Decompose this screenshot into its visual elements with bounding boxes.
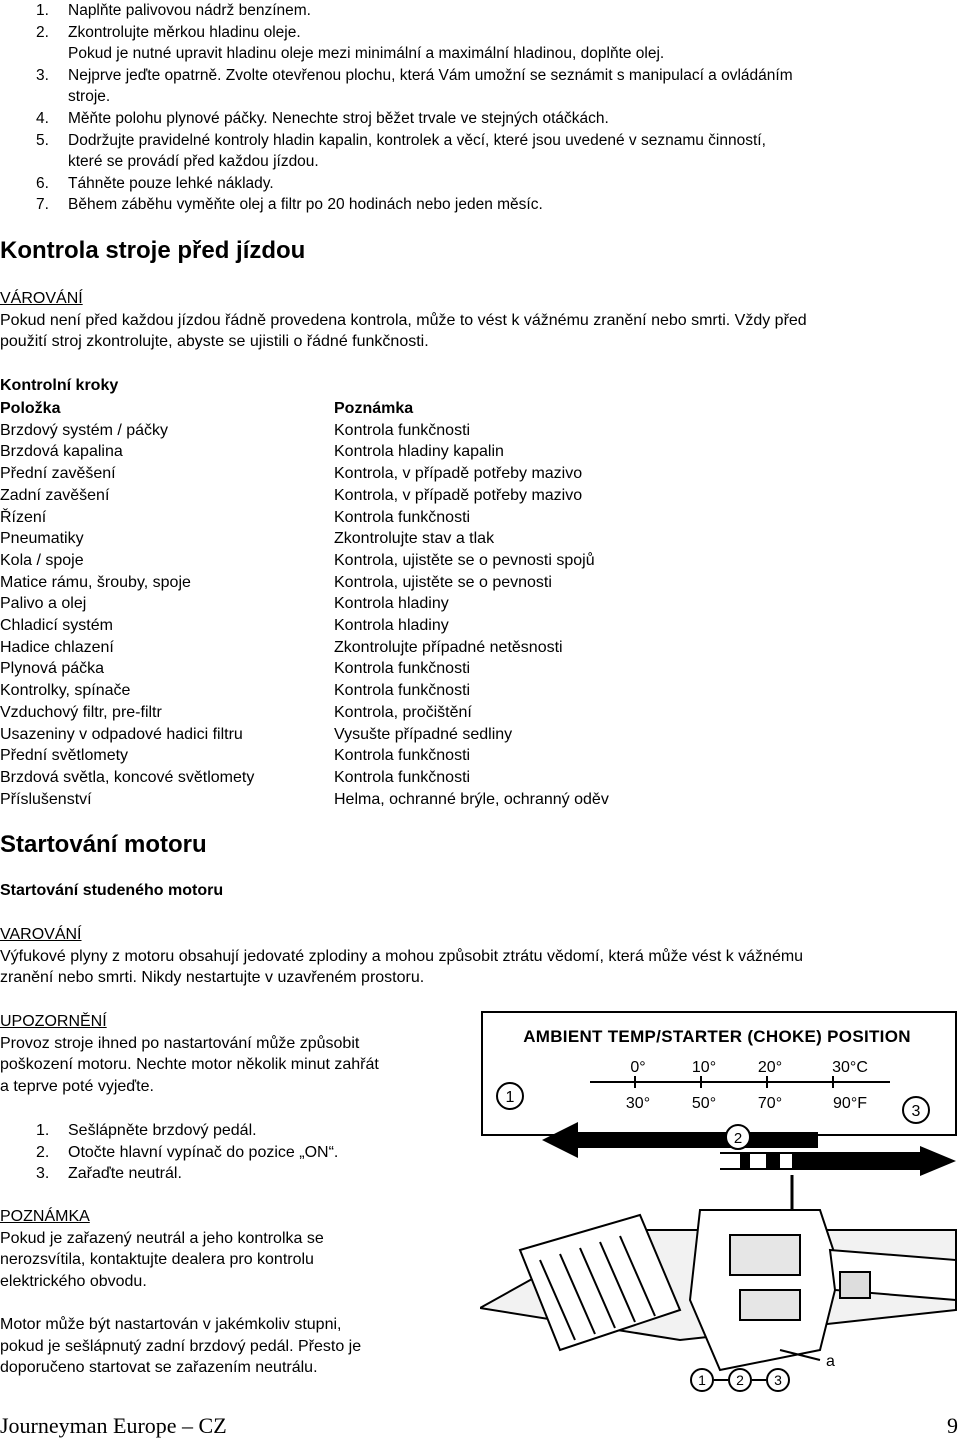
check-item: Vzduchový filtr, pre-filtr [0,703,162,721]
caution-text: poškození motoru. Nechte motor několik minut zahřát [0,1056,379,1074]
check-note: Kontrola funkčnosti [334,660,471,678]
list-item: 2. Otočte hlavní vypínač do pozice „ON“. [36,1143,339,1161]
svg-text:1: 1 [505,1089,515,1106]
caution-block [0,1011,470,1098]
note-block [0,1206,470,1293]
check-note: Kontrola funkčnosti [334,768,471,786]
figure-title: AMBIENT TEMP/STARTER (CHOKE) POSITION [523,1027,911,1046]
bottom-sequence [691,1369,789,1391]
svg-text:3: 3 [774,1372,782,1388]
fahrenheit-label: 90°F [833,1095,867,1112]
warning-text: Výfukové plyny z motoru obsahují jedovaté zplodiny a mohou způsobit ztrátu vědomí, která může vést k vážnému [0,947,804,965]
warning-label: VAROVÁNÍ [0,926,82,943]
check-item: Palivo a olej [0,595,87,613]
note-text: elektrického obvodu. [0,1273,147,1291]
note-text: nerozsvítila, kontaktujte dealera pro kontrolu [0,1251,314,1269]
check-item: Pneumatiky [0,530,84,548]
subtitle-cold-start: Startování studeného motoru [0,882,224,899]
check-note: Kontrola, ujistěte se o pevnosti spojů [334,551,595,569]
check-note: Kontrola funkčnosti [334,682,471,700]
caution-text: Provoz stroje ihned po nastartování může způsobit [0,1034,360,1052]
note-text: Pokud je zařazený neutrál a jeho kontrolka se [0,1229,324,1247]
list-item: 1. Naplňte palivovou nádrž benzínem. [36,2,311,19]
section-title-pre-ride-check: Kontrola stroje před jízdou [0,237,306,264]
callout-3 [903,1097,929,1123]
fahrenheit-label: 70° [757,1095,783,1112]
choke-position-figure [480,1010,958,1400]
final-paragraph: Motor může být nastartován v jakémkoliv stupni, pokud je sešlápnutý zadní brzdový pedál. Přesto je doporučeno startovat se zařazením neutrálu. [0,1316,362,1377]
svg-text:1: 1 [698,1372,706,1388]
check-item: Usazeniny v odpadové hadici filtru [0,725,243,743]
check-item: Hadice chlazení [0,638,114,656]
choke-diagram [480,1010,958,1400]
check-item: Plynová páčka [0,660,105,678]
check-note: Kontrola funkčnosti [334,747,471,765]
list-item: 5. Dodržujte pravidelné kontroly hladin kapalin, kontrolek a věcí, které jsou uvedené v seznamu činností, [36,131,766,149]
checks-heading: Kontrolní kroky [0,377,119,394]
list-item: 2. Zkontrolujte měrkou hladinu oleje. [36,23,301,41]
handlebar-illustration [480,1210,956,1370]
warning-block [0,288,807,353]
svg-text:3: 3 [911,1103,921,1120]
check-item: Matice rámu, šrouby, spoje [0,573,191,591]
warning-text: Pokud není před každou jízdou řádně provedena kontrola, může to vést k vážnému zranění nebo smrti. Vždy před [0,311,807,329]
check-note: Zkontrolujte stav a tlak [334,530,495,548]
intro-list [0,0,960,216]
callout-1 [497,1083,523,1109]
checks-item-column [0,398,254,810]
warning-block-exhaust [0,924,803,989]
celsius-label: 10° [691,1059,717,1076]
check-item: Řízení [0,508,47,526]
check-note: Vysušte případné sedliny [334,725,513,743]
list-item: 4. Měňte polohu plynové páčky. Nenechte stroj běžet trvale ve stejných otáčkách. [36,109,609,127]
list-item: 1. Sešlápněte brzdový pedál. [36,1122,257,1139]
check-note: Helma, ochranné brýle, ochranný oděv [334,790,609,808]
list-item: které se provádí před každou jízdou. [68,153,319,171]
page-number: 9 [947,1413,958,1438]
footer-title: Journeyman Europe – CZ [0,1413,227,1438]
list-item: 3. Nejprve jeďte opatrně. Zvolte otevřenou plochu, která Vám umožní se seznámit s manipulací a ovládáním [36,66,793,84]
celsius-label: 0° [630,1059,646,1076]
check-item: Brzdový systém / páčky [0,421,169,439]
check-note: Kontrola funkčnosti [334,421,471,439]
list-item: stroje. [68,88,111,106]
check-note: Kontrola hladiny [334,595,449,613]
svg-text:2: 2 [736,1372,744,1388]
check-item: Kola / spoje [0,551,84,569]
caution-label: UPOZORNĚNÍ [0,1013,107,1030]
check-note: Kontrola, pročištění [334,703,472,721]
check-item: Kontrolky, spínače [0,682,131,700]
warning-text: zranění nebo smrti. Nikdy nestartujte v uzavřeném prostoru. [0,969,425,987]
section-title-engine-start: Startování motoru [0,831,207,858]
list-item: Pokud je nutné upravit hladinu oleje mezi minimální a maximální hladinou, doplňte olej. [68,45,665,63]
check-item: Zadní zavěšení [0,486,110,504]
check-note: Zkontrolujte případné netěsnosti [334,638,563,656]
check-note: Kontrola, v případě potřeby mazivo [334,486,583,504]
note-label: POZNÁMKA [0,1208,90,1225]
check-item: Přední zavěšení [0,465,116,483]
list-item: 6. Táhněte pouze lehké náklady. [36,174,274,192]
fahrenheit-label: 50° [691,1095,717,1112]
fahrenheit-label: 30° [625,1095,651,1112]
check-item: Brzdová světla, koncové světlomety [0,768,255,786]
check-item: Přední světlomety [0,747,129,765]
check-note: Kontrola hladiny [334,617,449,635]
celsius-label: 30°C [832,1059,868,1076]
check-item: Příslušenství [0,790,92,808]
start-steps-list [0,1120,460,1185]
check-note: Kontrola, v případě potřeby mazivo [334,465,583,483]
caution-text: a teprve poté vyjeďte. [0,1078,154,1096]
label-a: a [826,1353,835,1370]
check-item: Brzdová kapalina [0,443,123,461]
callout-2 [726,1125,750,1149]
celsius-label: 20° [757,1059,783,1076]
check-item: Chladicí systém [0,617,113,635]
column-header-item: Položka [0,400,61,417]
check-note: Kontrola funkčnosti [334,508,471,526]
warning-label: VÁROVÁNÍ [0,290,83,307]
column-header-note: Poznámka [334,400,414,417]
list-item: 3. Zařaďte neutrál. [36,1165,182,1183]
checks-note-column [334,398,609,810]
check-note: Kontrola, ujistěte se o pevnosti [334,573,552,591]
list-item: 7. Během záběhu vyměňte olej a filtr po 20 hodinách nebo jeden měsíc. [36,196,543,214]
svg-text:2: 2 [733,1130,743,1147]
warning-text: použití stroj zkontrolujte, abyste se ujistili o řádné funkčnosti. [0,333,429,351]
check-note: Kontrola hladiny kapalin [334,443,504,461]
